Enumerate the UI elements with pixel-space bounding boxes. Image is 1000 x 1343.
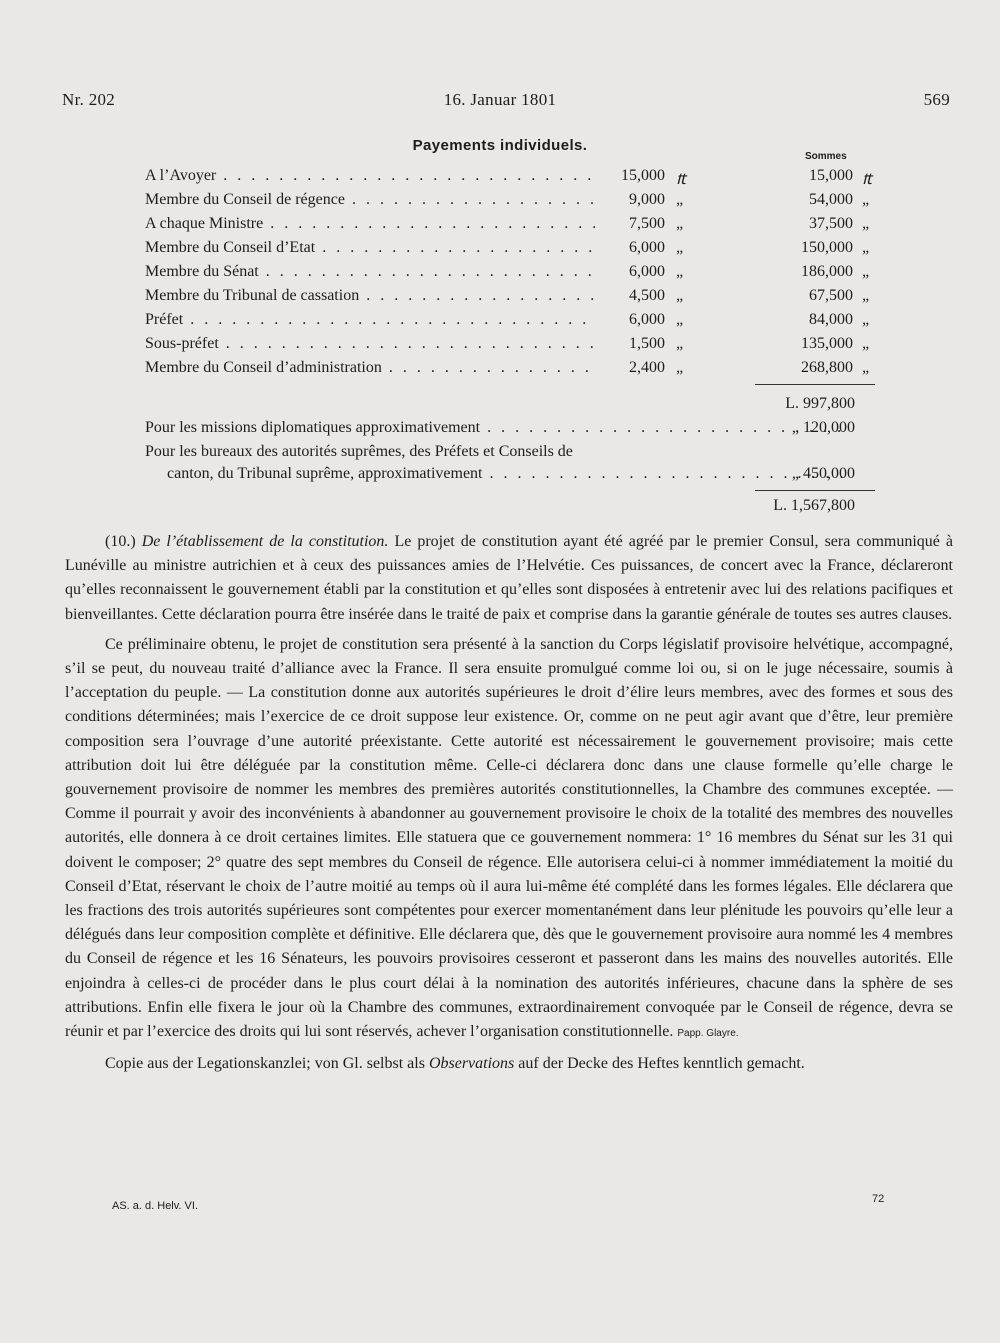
row-label: Sous-préfet <box>145 335 219 352</box>
paragraph-number: (10.) <box>105 533 136 550</box>
row-unit: „ <box>676 311 685 328</box>
source-reference: AS. a. d. Helv. VI. <box>112 1200 198 1212</box>
row-label: Membre du Conseil d’Etat <box>145 239 316 256</box>
row-unit: „ <box>676 287 685 304</box>
grand-total: L. 1,567,800 <box>773 497 855 514</box>
row-rate: 15,000 <box>621 167 665 184</box>
row-unit: „ <box>676 335 685 352</box>
grand-total-rule <box>755 490 875 491</box>
row-label: Membre du Conseil d’administration <box>145 359 382 376</box>
bureaux-row <box>167 465 847 483</box>
row-sum: 15,000 <box>809 167 853 184</box>
subtotal-rule <box>755 384 875 385</box>
row-sum-unit: „ <box>862 311 871 328</box>
row-rate: 2,400 <box>629 359 665 376</box>
row-sum-unit: ₶ <box>862 171 872 188</box>
missions-value: „ 120,000 <box>791 419 855 436</box>
signature-mark: 72 <box>872 1193 885 1205</box>
bureaux-value: „ 450,000 <box>791 465 855 482</box>
row-sum-unit: „ <box>862 359 871 376</box>
bureaux-label-line2: canton, du Tribunal suprême, approximativement . . . <box>167 465 847 482</box>
table-title: Payements individuels. <box>412 137 588 154</box>
note-text-a: Copie aus der Legationskanzlei; von Gl. selbst als <box>105 1055 425 1073</box>
row-unit: „ <box>676 359 685 376</box>
row-unit: „ <box>676 215 685 232</box>
row-label: A chaque Ministre <box>145 215 264 232</box>
row-rate: 9,000 <box>629 191 665 208</box>
paragraph-note <box>65 1052 953 1076</box>
row-rate: 4,500 <box>629 287 665 304</box>
row-sum-unit: „ <box>862 263 871 280</box>
row-unit: ₶ <box>676 171 686 188</box>
subtotal: L. 997,800 <box>785 395 855 412</box>
row-sum-unit: „ <box>862 287 871 304</box>
row-sum: 268,800 <box>801 359 853 376</box>
document-date: 16. Januar 1801 <box>443 90 557 109</box>
row-sum-unit: „ <box>862 215 871 232</box>
row-unit: „ <box>676 239 685 256</box>
row-sum: 135,000 <box>801 335 853 352</box>
row-rate: 6,000 <box>629 263 665 280</box>
row-label: Préfet <box>145 311 184 328</box>
row-rate: 7,500 <box>629 215 665 232</box>
signature: Papp. Glayre. <box>677 1028 739 1040</box>
missions-row <box>145 419 844 437</box>
missions-label: Pour les missions diplomatiques approximativement . . . <box>145 419 844 436</box>
row-unit: „ <box>676 191 685 208</box>
row-sum: 186,000 <box>801 263 853 280</box>
body-text <box>65 530 953 1076</box>
paragraph-text: Ce préliminaire obtenu, le projet de constitution sera présenté à la sanction du Corps législatif provisoire helvétique, accompagné, s’il se peut, du nouveau traité d’alliance avec la France. Il sera ensuite promulgué comme loi ou, si on le juge nécessaire, soumis à l’acceptation du peuple. — La constitution donne aux autorités supérieures le droit d’élire leurs membres, avec des formes et sous des conditions déterminées; mais l’exercice de ce droit suppose leur existence. Or, comme on ne peut agir avant que d’être, leur première composition sera l’ouvrage d’une autorité préexistante. Cette autorité est nécessairement le gouvernement provisoire; mais cette attribution doit lui être déléguée par la constitution même. Celle-ci déclarera donc dans une clause formelle qu’elle charge le gouvernement provisoire de nommer les membres des premières autorités constitutionnelles, la Chambre des communes exceptée. — Comme il pourrait y avoir des inconvénients à abandonner au gouvernement provisoire le choix de la totalité des membres des nouvelles autorités, elle donnera à ce droit certaines limites. Elle statuera que ce gouvernement nommera: 1° 16 membres du Sénat sur les 31 qui doivent le composer; 2° quatre des sept membres du Conseil de régence. Elle autorisera celui-ci à nommer immédiatement la moitié du Conseil d’Etat, réservant le choix de l’autre moitié au temps où il aura lui-même été complété dans les formes légales. Elle déclarera que les fractions des trois autorités supérieures sont compétentes pour exercer momentanément dans leur plénitude les pouvoirs qu’elle leur a délégués dans leur composition complète et définitive. Elle déclarera que, dès que le gouvernement provisoire aura nommé les 4 membres du Conseil de régence et les 16 Sénateurs, les pouvoirs provisoires cesseront et passeront dans les mains des nouvelles autorités. Elle enjoindra à celles-ci de procéder dans le plus court délai à la nomination des autorités inférieures, chacune dans la sphère de ses attributions. Enfin elle fixera le jour où la Chambre des communes, extraordinairement convoquée par le Conseil de régence, devra se réunir et par l’exercice des droits qui lui sont réservés, achever l’organisation constitutionnelle. <box>65 635 953 1041</box>
note-italic: Observations <box>428 1055 515 1073</box>
page-number: 569 <box>923 90 950 109</box>
row-rate: 1,500 <box>629 335 665 352</box>
row-sum-unit: „ <box>862 335 871 352</box>
paragraph-10 <box>65 530 953 627</box>
row-sum: 150,000 <box>801 239 853 256</box>
bureaux-label-line1: Pour les bureaux des autorités suprêmes, des Préfets et Conseils de <box>145 443 573 460</box>
row-sum-unit: „ <box>862 191 871 208</box>
row-rate: 6,000 <box>629 311 665 328</box>
paragraph-text: Le projet de constitution ayant été agréé par le premier Consul, sera communiqué à Lunéville au ministre autrichien et à ceux des puissances amies de l’Helvétie. Ces puissances, de concert avec la France, déclareront qu’elles reconnaissent le gouvernement établi par la constitution et qu’elles sont disposées à entretenir avec lui des relations pacifiques et bienveillantes. Cette déclaration pourra être insérée dans le traité de paix et comprise dans la garantie générale de toutes ses autres clauses. <box>65 533 954 623</box>
row-sum: 67,500 <box>809 287 853 304</box>
section-heading: De l’établissement de la constitution. <box>141 533 389 550</box>
row-sum: 54,000 <box>809 191 853 208</box>
note-text-b: auf der Decke des Heftes kenntlich gemacht. <box>518 1055 805 1073</box>
row-sum: 37,500 <box>809 215 853 232</box>
row-rate: 6,000 <box>629 239 665 256</box>
row-label: Membre du Tribunal de cassation <box>145 287 360 304</box>
row-label: A l’Avoyer <box>145 167 217 184</box>
column-header-sommes: Sommes <box>805 151 847 162</box>
paragraph-preliminaire <box>65 633 953 1046</box>
row-unit: „ <box>676 263 685 280</box>
document-number: Nr. 202 <box>62 90 116 109</box>
row-sum-unit: „ <box>862 239 871 256</box>
row-label: Membre du Conseil de régence <box>145 191 345 208</box>
row-sum: 84,000 <box>809 311 853 328</box>
row-label: Membre du Sénat <box>145 263 259 280</box>
